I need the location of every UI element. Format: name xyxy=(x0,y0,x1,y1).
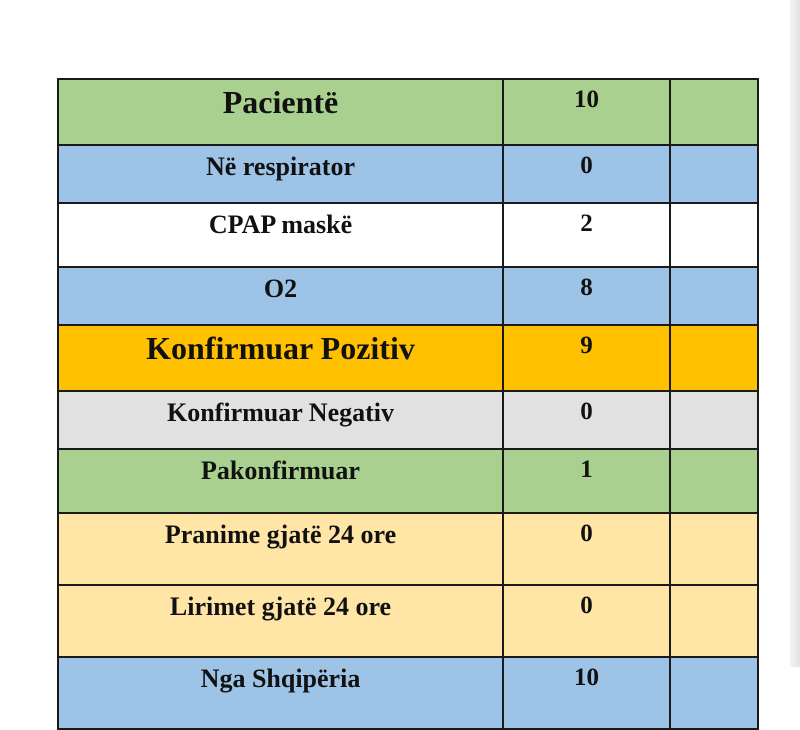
row-value: 0 xyxy=(503,145,670,203)
row-label: Konfirmuar Negativ xyxy=(58,391,503,449)
row-value: 10 xyxy=(503,79,670,145)
row-extra-cell xyxy=(670,325,758,391)
row-label: Nga Shqipëria xyxy=(58,657,503,729)
row-value: 0 xyxy=(503,513,670,585)
row-extra-cell xyxy=(670,585,758,657)
row-label: Pranime gjatë 24 ore xyxy=(58,513,503,585)
table-row-from-albania xyxy=(58,657,758,729)
patient-stats-table xyxy=(57,78,759,730)
row-value: 10 xyxy=(503,657,670,729)
table-row-respirator xyxy=(58,145,758,203)
row-value: 9 xyxy=(503,325,670,391)
row-label: Në respirator xyxy=(58,145,503,203)
row-label: O2 xyxy=(58,267,503,325)
table-row-confirmed-negative xyxy=(58,391,758,449)
row-label: CPAP maskë xyxy=(58,203,503,267)
table-row-unconfirmed xyxy=(58,449,758,513)
table-row-o2 xyxy=(58,267,758,325)
table-row-confirmed-positive xyxy=(58,325,758,391)
row-value: 0 xyxy=(503,585,670,657)
row-value: 2 xyxy=(503,203,670,267)
row-extra-cell xyxy=(670,267,758,325)
page-edge-shadow xyxy=(790,0,800,667)
table-row-discharges-24h xyxy=(58,585,758,657)
row-extra-cell xyxy=(670,203,758,267)
row-extra-cell xyxy=(670,657,758,729)
row-extra-cell xyxy=(670,391,758,449)
row-extra-cell xyxy=(670,449,758,513)
row-value: 0 xyxy=(503,391,670,449)
row-extra-cell xyxy=(670,145,758,203)
row-label: Pakonfirmuar xyxy=(58,449,503,513)
table-row-admissions-24h xyxy=(58,513,758,585)
row-extra-cell xyxy=(670,79,758,145)
row-value: 1 xyxy=(503,449,670,513)
table-row-patients xyxy=(58,79,758,145)
table-row-cpap xyxy=(58,203,758,267)
row-label: Pacientë xyxy=(58,79,503,145)
row-label: Konfirmuar Pozitiv xyxy=(58,325,503,391)
row-label: Lirimet gjatë 24 ore xyxy=(58,585,503,657)
row-extra-cell xyxy=(670,513,758,585)
row-value: 8 xyxy=(503,267,670,325)
